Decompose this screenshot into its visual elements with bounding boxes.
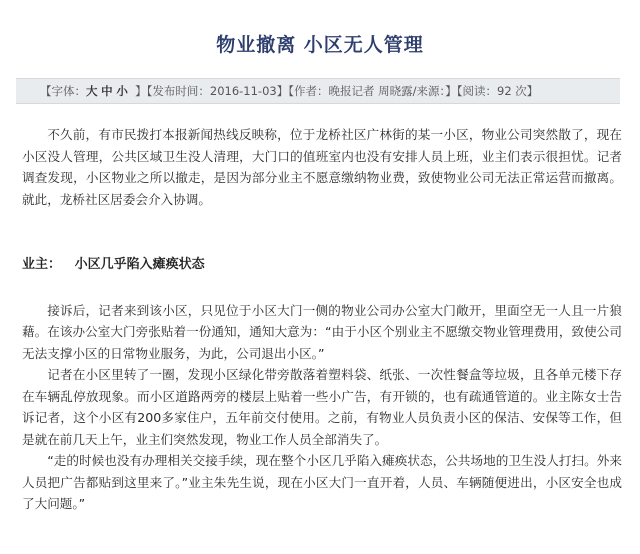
views-end: 】 <box>526 84 539 98</box>
subtitle-text: 小区几乎陷入瘫痪状态 <box>74 257 205 272</box>
font-medium-link[interactable]: 中 <box>101 84 113 98</box>
paragraph-1: 不久前，有市民拨打本报新闻热线反映称，位于龙桥社区广林街的某一小区，物业公司突然散了，现在小区没人管理，公共区域卫生没人清理，大门口的值班室内也没有安排人员上班，业主们表示很担忧。记者调查发现，小区物业之所以撤走，是因为部分业主不愿意缴纳物业费，致使物业公司无法正常运营而撤离。就此，龙桥社区居委会介入协调。 <box>22 127 622 207</box>
font-size-label: 【字体： <box>40 84 86 98</box>
paragraph-3: 记者在小区里转了一圈，发现小区绿化带旁散落着塑料袋、纸张、一次性餐盒等垃圾，且各单元楼下存在车辆乱停放现象。而小区道路两旁的楼层上贴着一些小广告，有开锁的，也有疏通管道的。业主陈女士告诉记者，这个小区有200多家住户，五年前交付使用。之前，有物业人员负责小区的保洁、安保等工作，但是就在前几天上午，业主们突然发现，物业工作人员全部消失了。 <box>22 367 622 447</box>
section-subtitle <box>22 254 622 276</box>
article-body <box>22 124 622 515</box>
author-label: 【作者： <box>288 84 329 98</box>
font-large-link[interactable]: 大 <box>86 84 98 98</box>
paragraph-4: “走的时候也没有办理相关交接手续，现在整个小区几乎陷入瘫痪状态，公共场地的卫生没人打扫。外来人员把广告都贴到这里来了。”业主朱先生说，现在小区大门一直开着，人员、车辆随便进出，小区安全也成了大问题。” <box>22 453 622 511</box>
paragraph-2: 接诉后，记者来到该小区，只见位于小区大门一侧的物业公司办公室大门敞开，里面空无一人且一片狼藉。在该办公室大门旁张贴着一份通知，通知大意为：“由于小区个别业主不愿缴交物业管理费用，致使公司无法支撑小区的日常物业服务，为此，公司退出小区。” <box>22 302 622 361</box>
font-size-end: 】 <box>135 84 147 98</box>
publish-end: 】 <box>276 84 289 98</box>
views-count: 92 <box>497 84 512 98</box>
publish-date: 2016-11-03 <box>209 84 277 98</box>
author-name: 晚报记者 周晓露 <box>328 84 413 98</box>
views-unit: 次 <box>515 84 527 98</box>
article-meta-bar <box>16 78 620 104</box>
publish-label: 【发布时间： <box>146 84 210 98</box>
views-label: 【阅读： <box>456 84 497 98</box>
font-small-link[interactable]: 小 <box>116 84 128 98</box>
source-label: /来源： <box>412 84 446 98</box>
source-end: 】 <box>445 84 457 98</box>
meta-inner <box>16 79 620 103</box>
subtitle-owner: 业主： <box>22 257 62 272</box>
article-title: 物业撤离 小区无人管理 <box>216 34 424 56</box>
